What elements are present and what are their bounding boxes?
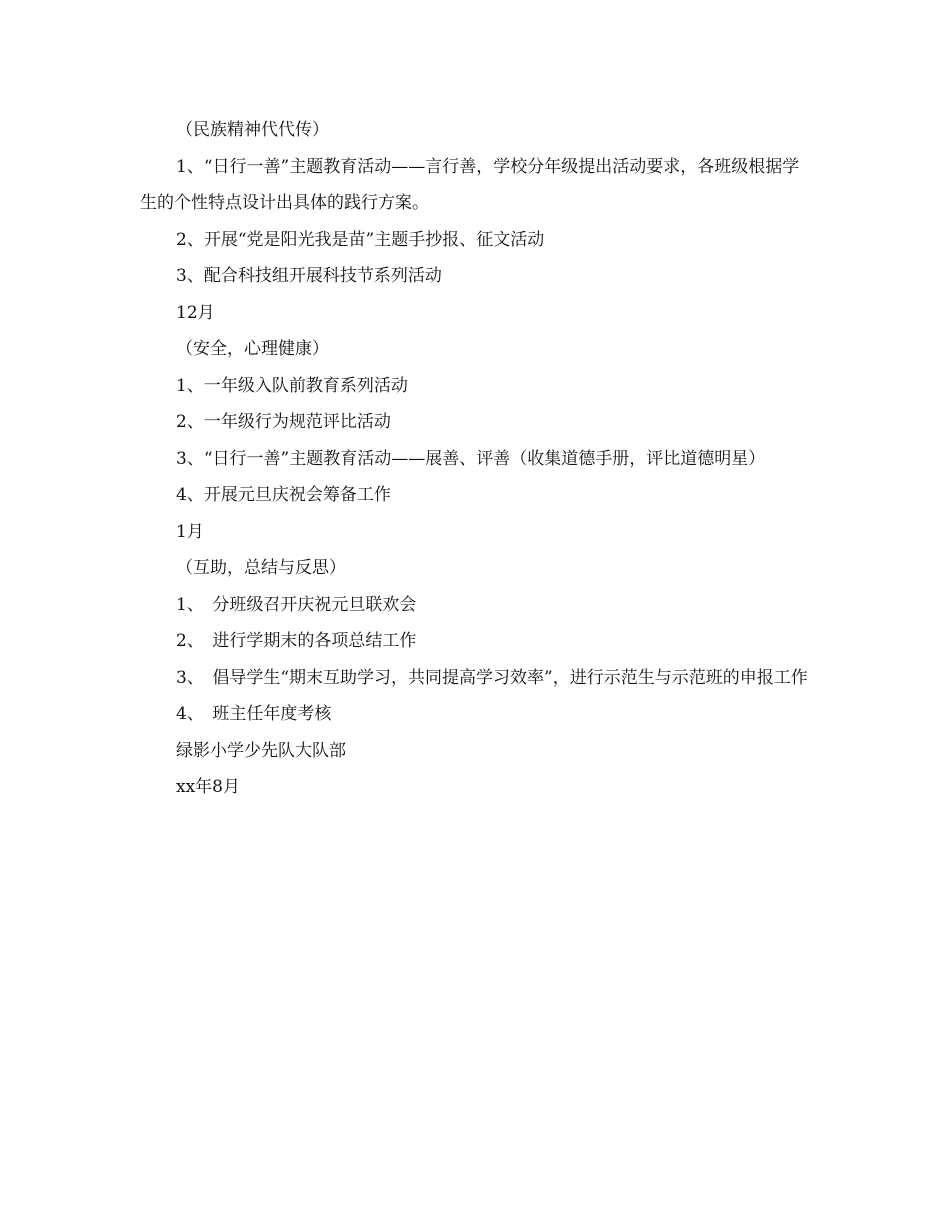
activity-item: 4、 班主任年度考核 bbox=[176, 704, 332, 724]
activity-item: 2、 进行学期末的各项总结工作 bbox=[176, 631, 417, 651]
month-heading-dec: 12月 bbox=[176, 302, 215, 323]
activity-item: 1、 分班级召开庆祝元旦联欢会 bbox=[176, 594, 417, 615]
month-heading-jan: 1月 bbox=[176, 521, 204, 542]
activity-item: 1、一年级入队前教育系列活动 bbox=[176, 375, 408, 396]
activity-item: 3、“日行一善”主题教育活动——展善、评善（收集道德手册，评比道德明星） bbox=[176, 448, 766, 469]
activity-item: 2、开展“党是阳光我是苗”主题手抄报、征文活动 bbox=[176, 229, 545, 250]
section-subtitle-jan: （互助，总结与反思） bbox=[176, 558, 346, 578]
section-subtitle-nov: （民族精神代代传） bbox=[176, 120, 329, 140]
activity-item: 2、一年级行为规范评比活动 bbox=[176, 412, 391, 432]
signature-organization: 绿影小学少先队大队部 bbox=[176, 740, 346, 761]
signature-date: xx年8月 bbox=[176, 777, 240, 797]
document-body bbox=[140, 112, 810, 806]
section-subtitle-dec: （安全，心理健康） bbox=[176, 339, 329, 359]
activity-item: 3、配合科技组开展科技节系列活动 bbox=[176, 266, 442, 286]
activity-item: 3、 倡导学生“期末互助学习，共同提高学习效率”，进行示范生与示范班的申报工作 bbox=[176, 667, 808, 688]
activity-item: 4、开展元旦庆祝会筹备工作 bbox=[176, 485, 391, 505]
activity-item: 1、“日行一善”主题教育活动——言行善，学校分年级提出活动要求，各班级根据学生的个性特点设计出具体的践行方案。 bbox=[140, 156, 800, 213]
